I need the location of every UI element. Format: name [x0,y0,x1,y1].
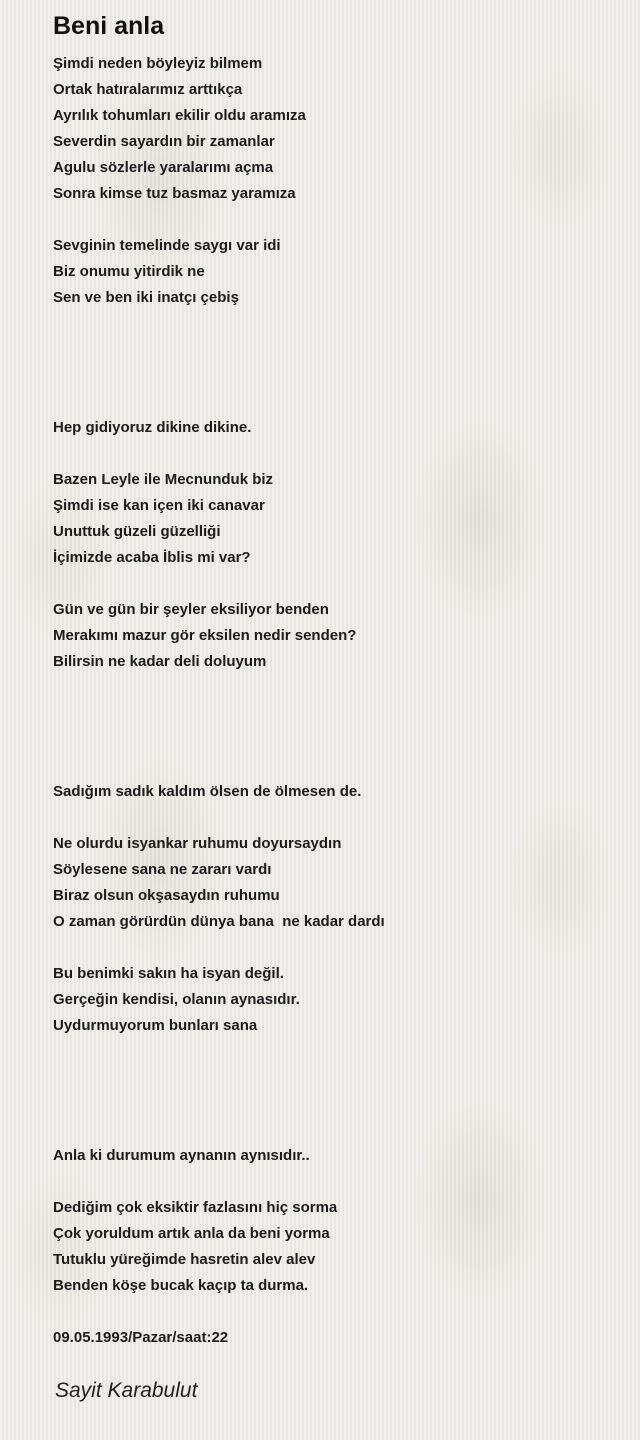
poem-line: Sen ve ben iki inatçı çebiş [53,289,239,306]
stanza-gap [53,727,385,753]
stanza-gap [53,311,385,337]
poem-line: Bilirsin ne kadar deli doluyum [53,653,267,670]
poem-line: Uydurmuyorum bunları sana [53,1017,258,1034]
poem-line: Biz onumu yitirdik ne [53,263,205,280]
stanza-gap [53,363,385,389]
poem-line: Tutuklu yüreğimde hasretin alev alev [53,1251,316,1268]
poem-line: Unuttuk güzeli güzelliği [53,523,221,540]
stanza-gap [53,1091,385,1117]
poem-line: Ortak hatıralarımız arttıkça [53,81,243,98]
poem-line: Agulu sözlerle yaralarımı açma [53,159,274,176]
stanza-gap [53,441,385,467]
poem-line: Şimdi neden böyleyiz bilmem [53,55,263,72]
poem-line: Çok yoruldum artık anla da beni yorma [53,1225,330,1242]
stanza-gap [53,701,385,727]
stanza-gap [53,805,385,831]
poem-line: Merakımı mazur gör eksilen nedir senden? [53,627,357,644]
stanza-gap [53,571,385,597]
poem-line: Benden köşe bucak kaçıp ta durma. [53,1277,309,1294]
stanza-gap [53,1117,385,1143]
poem-line: Biraz olsun okşasaydın ruhumu [53,887,280,904]
stanza-gap [53,207,385,233]
poem-line: Gerçeğin kendisi, olanın aynasıdır. [53,991,300,1008]
poem-line: Şimdi ise kan içen iki canavar [53,497,265,514]
poem-line: Bazen Leyle ile Mecnunduk biz [53,471,274,488]
stanza-gap [53,935,385,961]
poem-line: Söylesene sana ne zararı vardı [53,861,272,878]
poem-line: Severdin sayardın bir zamanlar [53,133,275,150]
poem-title: Beni anla [53,12,165,40]
stanza-gap [53,1299,385,1325]
poem-line: İçimizde acaba İblis mi var? [53,549,251,566]
poem-line: Sonra kimse tuz basmaz yaramıza [53,185,296,202]
poem-line: Ne olurdu isyankar ruhumu doyursaydın [53,835,342,852]
poem-line: 09.05.1993/Pazar/saat:22 [53,1329,229,1346]
stanza-gap [53,675,385,701]
stanza-gap [53,1065,385,1091]
stanza-gap [53,1169,385,1195]
poem-body [53,51,385,1351]
poem-line: Bu benimki sakın ha isyan değil. [53,965,284,982]
stanza-gap [53,1039,385,1065]
poem-line: O zaman görürdün dünya bana ne kadar dardı [53,913,385,930]
poem-line: Ayrılık tohumları ekilir oldu aramıza [53,107,306,124]
poem-line: Hep gidiyoruz dikine dikine. [53,419,252,436]
stanza-gap [53,389,385,415]
stanza-gap [53,337,385,363]
poem-line: Dediğim çok eksiktir fazlasını hiç sorma [53,1199,338,1216]
stanza-gap [53,753,385,779]
poem-author: Sayit Karabulut [55,1379,198,1402]
poem-line: Sadığım sadık kaldım ölsen de ölmesen de. [53,783,362,800]
poem-line: Anla ki durumum aynanın aynısıdır.. [53,1147,310,1164]
poem-line: Sevginin temelinde saygı var idi [53,237,281,254]
poem-line: Gün ve gün bir şeyler eksiliyor benden [53,601,329,618]
